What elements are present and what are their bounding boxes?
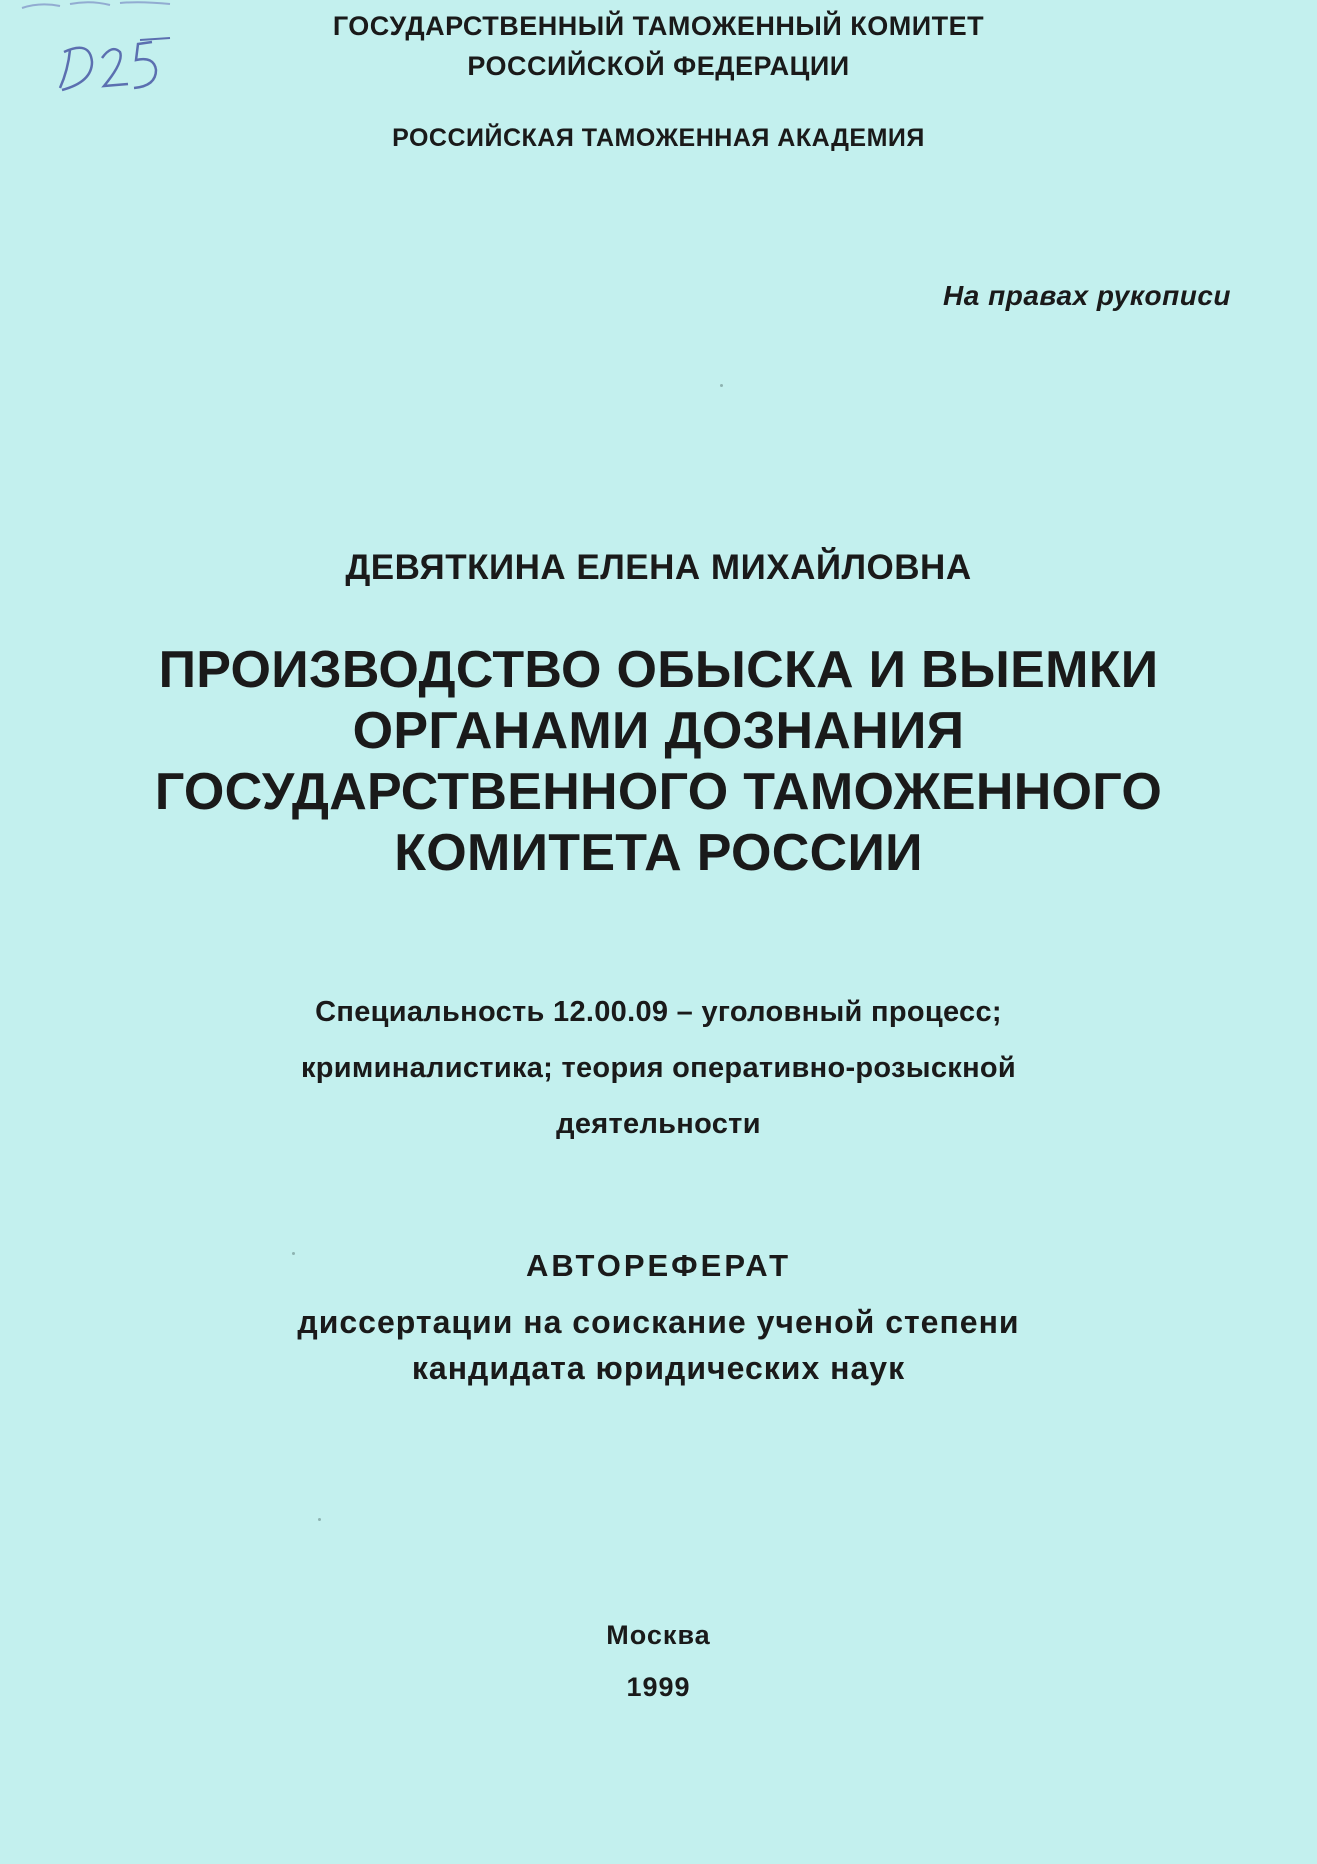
- abstract-heading: АВТОРЕФЕРАТ: [525, 1248, 792, 1283]
- title-line: ОРГАНАМИ ДОЗНАНИЯ: [352, 702, 965, 760]
- organization-name-line1: ГОСУДАРСТВЕННЫЙ ТАМОЖЕННЫЙ КОМИТЕТ: [332, 11, 985, 41]
- author-name: ДЕВЯТКИНА ЕЛЕНА МИХАЙЛОВНА: [345, 548, 972, 587]
- academy-name: РОССИЙСКАЯ ТАМОЖЕННАЯ АКАДЕМИЯ: [392, 124, 925, 152]
- scan-speck: [720, 384, 723, 387]
- abstract-line: кандидата юридических наук: [411, 1350, 906, 1386]
- specialty-line: деятельности: [556, 1108, 761, 1140]
- specialty-line: Специальность 12.00.09 – уголовный процесс;: [315, 996, 1002, 1028]
- publication-year: 1999: [626, 1672, 691, 1702]
- abstract-line: диссертации на соискание ученой степени: [297, 1304, 1020, 1340]
- publication-city: Москва: [606, 1620, 711, 1650]
- title-line: КОМИТЕТА РОССИИ: [394, 824, 923, 882]
- manuscript-note: На правах рукописи: [943, 280, 1231, 311]
- scan-speck: [318, 1518, 321, 1521]
- specialty-line: криминалистика; теория оперативно-розыскной: [300, 1052, 1017, 1084]
- organization-name-line2: РОССИЙСКОЙ ФЕДЕРАЦИИ: [467, 51, 850, 81]
- scan-speck: [292, 1252, 295, 1255]
- title-line: ПРОИЗВОДСТВО ОБЫСКА И ВЫЕМКИ: [158, 641, 1159, 699]
- title-line: ГОСУДАРСТВЕННОГО ТАМОЖЕННОГО: [154, 763, 1163, 821]
